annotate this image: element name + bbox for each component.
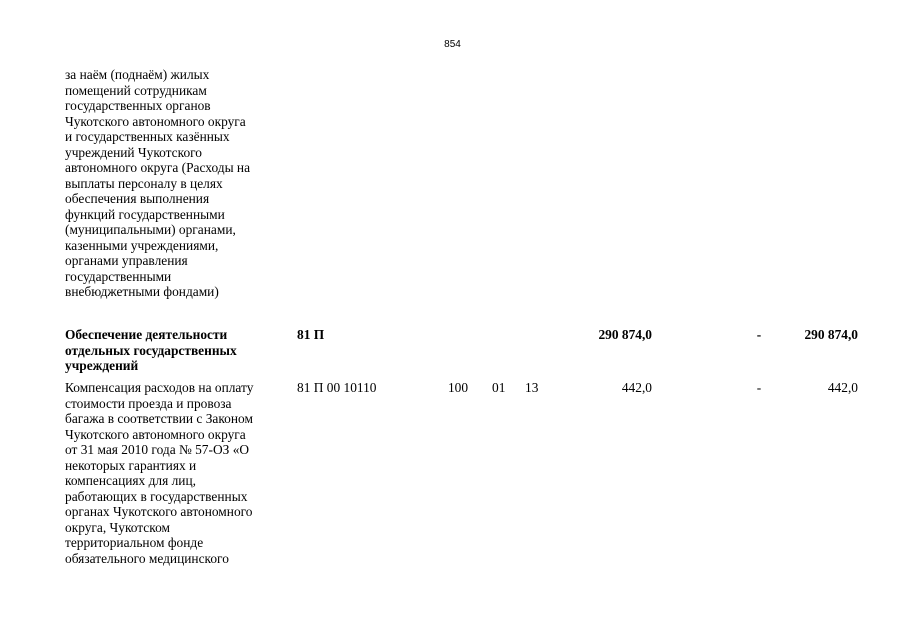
continued-description — [65, 67, 293, 300]
description-line: стоимости проезда и провоза — [65, 395, 232, 411]
description-line: от 31 мая 2010 года № 57-ОЗ «О — [65, 442, 250, 457]
description-line: (муниципальными) органами, — [65, 222, 236, 237]
description-line: учреждений — [65, 358, 139, 373]
description-line: обеспечения выполнения — [65, 191, 210, 206]
change-amount: - — [756, 380, 762, 395]
description-line: учреждений Чукотского — [65, 144, 202, 160]
section-description — [65, 327, 293, 374]
description-line: обязательного медицинского — [65, 550, 229, 566]
description-line: выплаты персоналу в целях — [65, 175, 223, 191]
description-line: отдельных государственных — [65, 342, 237, 358]
description-line: и государственных казённых — [65, 129, 230, 144]
description-line: казенными учреждениями, — [65, 237, 219, 253]
description-line: Компенсация расходов на оплату — [65, 380, 254, 395]
description-line: органами управления — [65, 253, 188, 268]
description-line: помещений сотрудникам — [65, 82, 207, 98]
description-line: округа, Чукотском — [65, 519, 170, 535]
description-line: Чукотского автономного округа — [65, 426, 246, 442]
section-code: 01 — [492, 380, 506, 395]
subsection-code: 13 — [525, 380, 539, 395]
target-article-code: 81 П — [297, 327, 325, 342]
change-amount: - — [756, 327, 762, 342]
description-line: за наём (поднаём) жилых — [65, 67, 210, 82]
description-line: компенсациях для лиц, — [65, 473, 196, 488]
description-line: территориальном фонде — [65, 535, 204, 550]
description-line: функций государственными — [65, 206, 225, 222]
description-line: государственными — [65, 268, 172, 284]
description-line: некоторых гарантиях и — [65, 457, 197, 473]
description-line: органах Чукотского автономного — [65, 504, 253, 519]
approved-amount: 290 874,0 — [598, 327, 652, 342]
description-line: Обеспечение деятельности — [65, 327, 228, 342]
description-line: автономного округа (Расходы на — [65, 160, 251, 175]
page-number: 854 — [444, 39, 461, 50]
total-amount: 442,0 — [827, 380, 858, 395]
total-amount: 290 874,0 — [804, 327, 858, 342]
expense-type-code: 100 — [447, 380, 469, 395]
item-description — [65, 380, 293, 566]
approved-amount: 442,0 — [621, 380, 652, 395]
description-line: работающих в государственных — [65, 488, 248, 504]
description-line: багажа в соответствии с Законом — [65, 411, 253, 426]
description-line: внебюджетными фондами) — [65, 284, 219, 299]
description-line: государственных органов — [65, 98, 211, 113]
target-article-code: 81 П 00 10110 — [297, 380, 377, 395]
description-line: Чукотского автономного округа — [65, 113, 246, 129]
